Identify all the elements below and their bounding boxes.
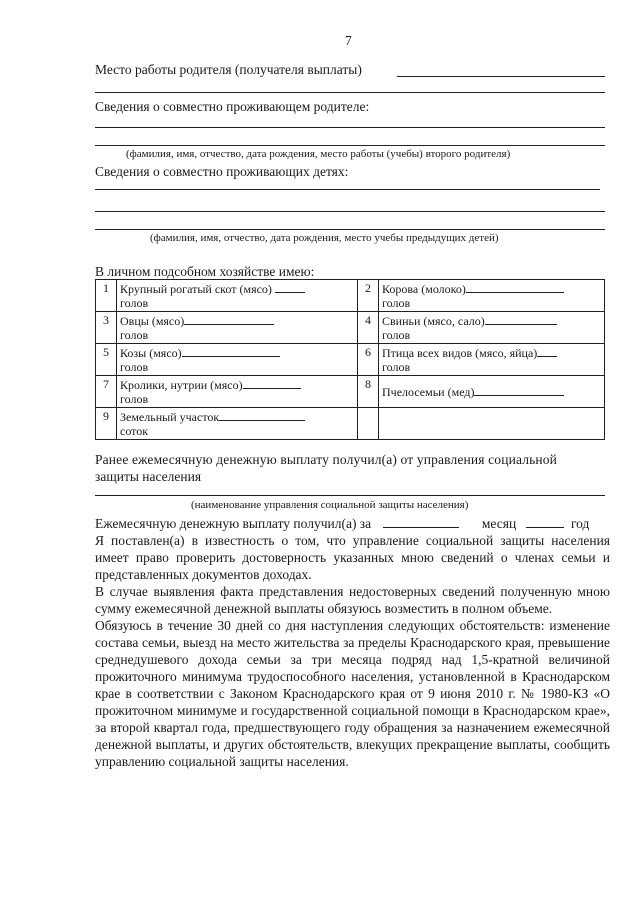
- received-payment-row: [95, 515, 610, 532]
- parent-caption: (фамилия, имя, отчество, дата рождения, место работы (учебы) второго родителя): [126, 148, 511, 160]
- farm-cell[interactable]: [117, 408, 358, 440]
- cohabiting-parent-line-1[interactable]: [95, 127, 605, 128]
- farm-cell[interactable]: [379, 408, 605, 440]
- farm-unit: соток: [120, 424, 149, 438]
- office-caption: (наименование управления социальной защиты населения): [191, 499, 469, 511]
- office-name-line[interactable]: [95, 495, 605, 496]
- farm-num: 5: [96, 344, 117, 376]
- farm-num: 3: [96, 312, 117, 344]
- parent-work-label: Место работы родителя (получателя выплаты): [95, 62, 362, 77]
- farm-item-label: Овцы (мясо): [120, 314, 185, 328]
- farm-num: 7: [96, 376, 117, 408]
- year-label: год: [570, 516, 590, 531]
- farm-unit: голов: [120, 296, 149, 310]
- farm-item-label: Крупный рогатый скот (мясо): [120, 282, 272, 296]
- children-caption: (фамилия, имя, отчество, дата рождения, место учебы предыдущих детей): [150, 232, 499, 244]
- farm-unit: голов: [120, 392, 149, 406]
- year-input[interactable]: [526, 516, 564, 528]
- farm-num: 2: [358, 280, 379, 312]
- farm-cell[interactable]: [379, 376, 605, 408]
- farm-item-label: Земельный участок: [120, 410, 220, 424]
- children-line-2[interactable]: [95, 211, 605, 212]
- farm-unit: голов: [120, 360, 149, 374]
- farm-num: 8: [358, 376, 379, 408]
- page-number: 7: [345, 33, 352, 48]
- farm-title: В личном подсобном хозяйстве имею:: [95, 264, 315, 279]
- farm-item-label: Пчелосемьи (мед): [382, 385, 475, 399]
- farm-cell[interactable]: [117, 280, 358, 312]
- prev-payment-line-1: [95, 451, 610, 468]
- farm-cell[interactable]: [117, 344, 358, 376]
- farm-unit: голов: [382, 360, 411, 374]
- farm-row: [96, 344, 605, 376]
- farm-row: [96, 408, 605, 440]
- farm-row: [96, 376, 605, 408]
- farm-num: 4: [358, 312, 379, 344]
- cohabiting-parent-line-2[interactable]: [95, 145, 605, 146]
- prev-payment-line-2: защиты населения: [95, 469, 202, 484]
- farm-num: 1: [96, 280, 117, 312]
- farm-item-label: Кролики, нутрии (мясо): [120, 378, 243, 392]
- farm-table: [95, 279, 605, 440]
- farm-unit: голов: [382, 328, 411, 342]
- obligation-paragraph: Обязуюсь в течение 30 дней со дня наступления следующих обстоятельств: изменение состава семьи, выезд на место жительства за пределы Краснодарского края, превышение среднедушевого дохода семьи за три месяца подряд над 1,5-кратной величиной прожиточного минимума трудоспособного населения, установленной в Краснодарском крае в соответствии с Законом Краснодарского края от 9 июня 2010 г. № 1980-КЗ «О прожиточном минимуме и государственной социальной помощи в Краснодарском крае», за второй квартал года, предшествующего году обращения за назначением ежемесячной денежной выплаты, и других обстоятельств, влекущих прекращение выплаты, сообщить управлению социальной защиты населения.: [95, 618, 610, 769]
- farm-cell[interactable]: [117, 312, 358, 344]
- farm-item-label: Свиньи (мясо, сало): [382, 314, 485, 328]
- farm-cell[interactable]: [117, 376, 358, 408]
- prev-payment-text: Ранее ежемесячную денежную выплату получил(а) от управления социальной: [95, 452, 558, 467]
- farm-cell[interactable]: [379, 312, 605, 344]
- children-line-3[interactable]: [95, 229, 605, 230]
- farm-row: [96, 280, 605, 312]
- received-period-input[interactable]: [383, 516, 459, 528]
- cohabiting-children-label: Сведения о совместно проживающих детях:: [95, 164, 349, 179]
- notice-paragraph-block: [95, 532, 610, 770]
- farm-item-label: Козы (мясо): [120, 346, 182, 360]
- farm-unit: голов: [382, 296, 411, 310]
- farm-num: 6: [358, 344, 379, 376]
- children-line-1[interactable]: [95, 189, 600, 190]
- notice-paragraph: Я поставлен(а) в известность о том, что управление социальной защиты населения имеет право проверить достоверность указанных мною сведений о членах семьи и представленных документов доходах.: [95, 533, 610, 582]
- farm-cell[interactable]: [379, 344, 605, 376]
- refund-paragraph: В случае выявления факта представления недостоверных сведений полученную мною сумму ежемесячной денежной выплаты обязуюсь возместить в полном объеме.: [95, 584, 610, 616]
- farm-num: 9: [96, 408, 117, 440]
- farm-cell[interactable]: [379, 280, 605, 312]
- parent-work-line[interactable]: [397, 76, 605, 77]
- farm-item-label: Корова (молоко): [382, 282, 466, 296]
- parent-work-line-2[interactable]: [95, 92, 605, 93]
- cohabiting-parent-label: Сведения о совместно проживающем родителе:: [95, 99, 370, 114]
- month-label: месяц: [481, 516, 517, 531]
- farm-num: [358, 408, 379, 440]
- farm-item-label: Птица всех видов (мясо, яйца): [382, 346, 538, 360]
- received-label: Ежемесячную денежную выплату получил(а) за: [95, 516, 372, 531]
- farm-unit: голов: [120, 328, 149, 342]
- farm-row: [96, 312, 605, 344]
